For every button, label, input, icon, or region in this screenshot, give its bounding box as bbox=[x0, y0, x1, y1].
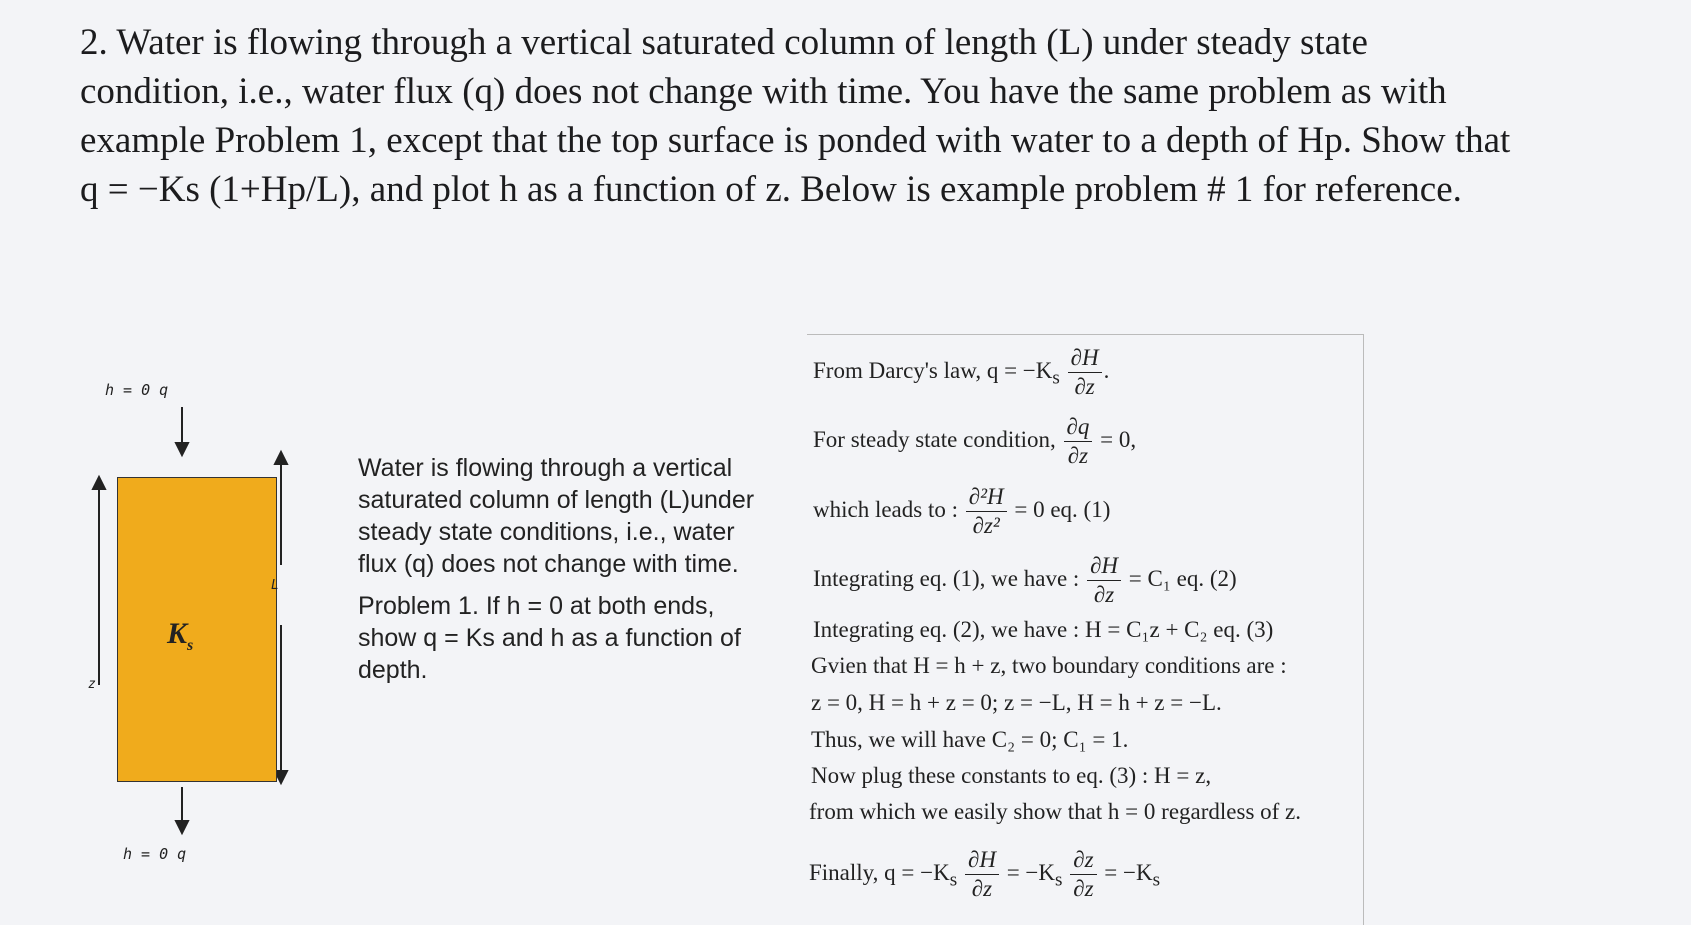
column-diagram bbox=[88, 381, 325, 875]
z-axis-label: z bbox=[88, 677, 96, 692]
question-line-3: example Problem 1, except that the top surface is ponded with water to a depth of Hp. Show that bbox=[80, 120, 1511, 161]
ks-label: $K_s$ bbox=[167, 617, 194, 654]
fraction-dq-dz: $\frac{\partial q}{\partial z}$ bbox=[1064, 413, 1093, 470]
fraction-dH-dz-2: $\frac{\partial H}{\partial z}$ bbox=[1087, 552, 1121, 609]
question-text bbox=[80, 18, 1640, 214]
fraction-final-2: $\frac{\partial z}{\partial z}$ bbox=[1070, 846, 1096, 903]
saturated-column bbox=[117, 477, 277, 782]
fraction-final-1: $\frac{\partial H}{\partial z}$ bbox=[965, 846, 999, 903]
question-line-2: condition, i.e., water flux (q) does not change with time. You have the same problem as with bbox=[80, 71, 1447, 112]
solution-line-9: Now plug these constants to eq. (3) : H = z, bbox=[811, 763, 1212, 788]
solution-line-1: From Darcy's law, $q = -K_s$ $\frac{\partial H}{\partial z}$ . bbox=[813, 345, 1110, 399]
solution-line-10: from which we easily show that h = 0 regardless of z. bbox=[809, 799, 1302, 824]
solution-line-7: z = 0, H = h + z = 0; z = −L, H = h + z = −L. bbox=[811, 690, 1222, 715]
length-label: L bbox=[271, 578, 279, 593]
solution-line-5: Integrating eq. (2), we have : H = C₁z + C₂ eq. (3) bbox=[813, 617, 1274, 642]
solution-line-11: Finally, $q = -K_s$ $\frac{\partial H}{\partial z}$ = $-K_s$ $\frac{\partial z}{\partial z}$ = $-K_s$ bbox=[809, 847, 1161, 901]
fraction-d2H-dz2: $\frac{\text{∂²H}}{\text{∂z²}}$ bbox=[966, 483, 1007, 540]
top-boundary-label: h = 0 q bbox=[105, 381, 169, 399]
description-paragraph-1: Water is flowing through a vertical saturated column of length (L)under steady state conditions, i.e., water flux (q) does not change with time. bbox=[358, 454, 755, 578]
solution-line-2: For steady state condition, $\frac{\partial q}{\partial z}$ = 0, bbox=[813, 414, 1137, 468]
description-paragraph-2: Problem 1. If h = 0 at both ends, show q = Ks and h as a function of depth. bbox=[358, 592, 741, 684]
bottom-boundary-label: h = 0 q bbox=[123, 845, 187, 863]
fraction-dH-dz: $\frac{\partial H}{\partial z}$ bbox=[1068, 344, 1102, 401]
solution-line-8: Thus, we will have C₂ = 0; C₁ = 1. bbox=[811, 727, 1129, 752]
solution-line-3: which leads to : $\frac{\text{∂²H}}{\text{∂z²}}$ = 0 eq. (1) bbox=[813, 484, 1111, 538]
question-line-4: q = −Ks (1+Hp/L), and plot h as a function of z. Below is example problem # 1 for reference. bbox=[80, 169, 1462, 210]
question-line-1: 2. Water is flowing through a vertical saturated column of length (L) under steady state bbox=[80, 22, 1368, 63]
solution-line-4: Integrating eq. (1), we have : $\frac{\partial H}{\partial z}$ = C₁ eq. (2) bbox=[813, 553, 1237, 607]
problem-description bbox=[358, 452, 778, 696]
solution-line-6: Gvien that H = h + z, two boundary conditions are : bbox=[811, 653, 1287, 678]
